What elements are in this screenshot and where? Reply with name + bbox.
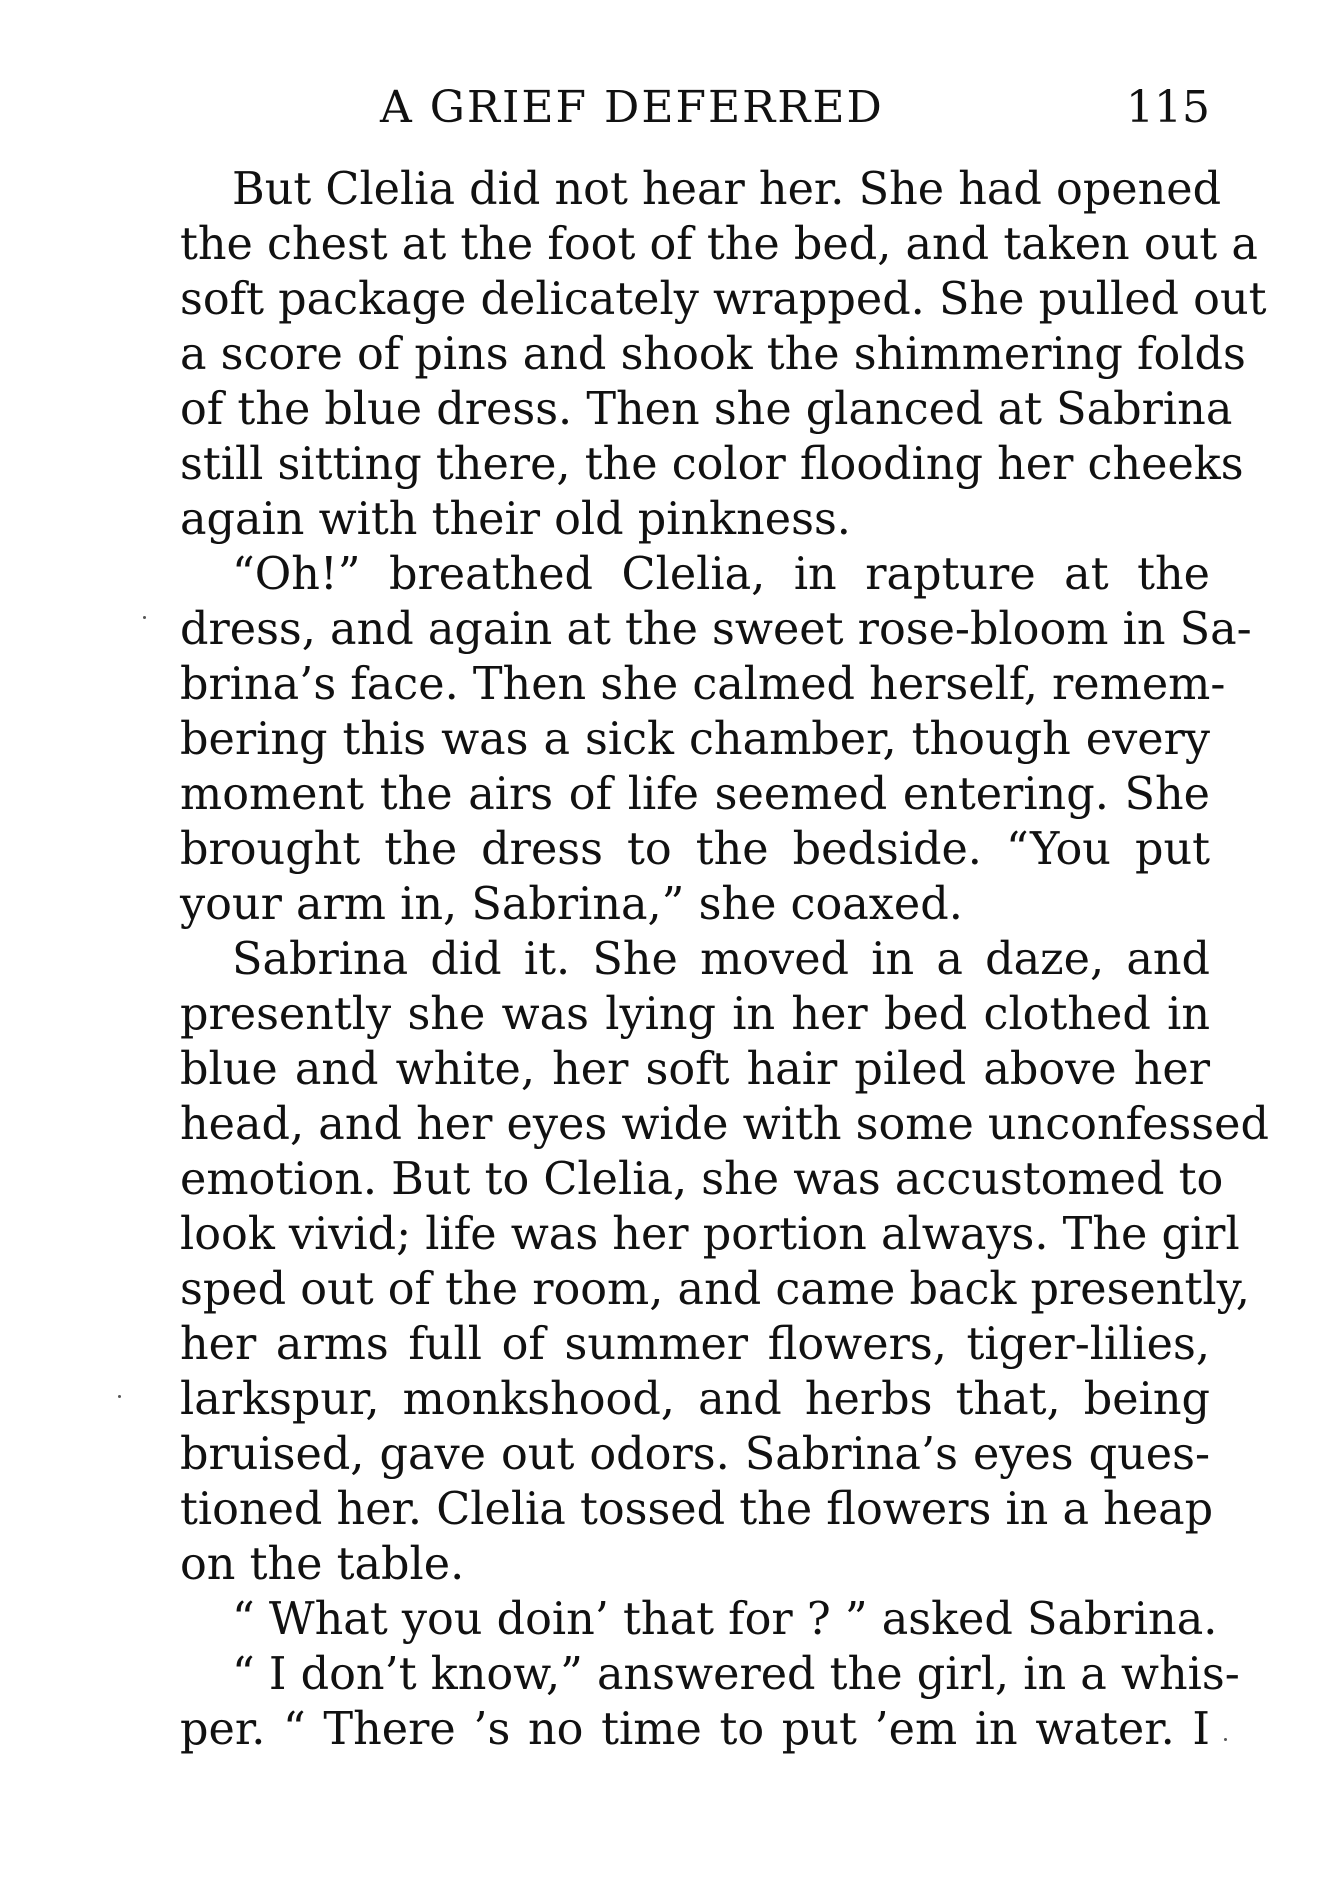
- text-line: dress, and again at the sweet rose-bloom in Sa-: [180, 604, 1252, 655]
- text-line: her arms full of summer flowers, tiger-lilies,: [180, 1319, 1210, 1370]
- text-line: again with their old pinkness.: [180, 494, 851, 545]
- body-text: [180, 162, 1269, 1757]
- text-line: soft package delicately wrapped. She pulled out: [180, 274, 1267, 325]
- text-line: brina’s face. Then she calmed herself, remem-: [180, 659, 1226, 710]
- text-line: head, and her eyes wide with some unconfessed: [180, 1099, 1269, 1150]
- text-line: your arm in, Sabrina,” she coaxed.: [180, 879, 963, 930]
- text-line: bruised, gave out odors. Sabrina’s eyes ques-: [180, 1429, 1210, 1480]
- text-line: “ What you doin’ that for ? ” asked Sabrina.: [232, 1594, 1218, 1645]
- print-speck: [118, 1395, 121, 1398]
- text-line: But Clelia did not hear her. She had opened: [232, 164, 1222, 215]
- text-line: bering this was a sick chamber, though every: [180, 714, 1210, 765]
- text-line: of the blue dress. Then she glanced at Sabrina: [180, 384, 1233, 435]
- page-number: 115: [1126, 82, 1210, 133]
- text-line: blue and white, her soft hair piled above her: [180, 1044, 1210, 1095]
- text-line: larkspur, monkshood, and herbs that, being: [180, 1374, 1210, 1425]
- text-line: per. “ There ’s no time to put ’em in water. I: [180, 1704, 1210, 1755]
- print-speck: [143, 616, 146, 619]
- text-line: “ I don’t know,” answered the girl, in a whis-: [232, 1649, 1240, 1700]
- text-line: Sabrina did it. She moved in a daze, and: [232, 934, 1210, 985]
- print-speck: [1224, 1738, 1227, 1741]
- text-line: look vivid; life was her portion always. The girl: [180, 1209, 1240, 1260]
- running-head: [180, 78, 1210, 138]
- text-line: a score of pins and shook the shimmering folds: [180, 329, 1246, 380]
- text-line: “Oh!” breathed Clelia, in rapture at the: [232, 549, 1210, 600]
- text-line: still sitting there, the color flooding her cheeks: [180, 439, 1244, 490]
- text-line: on the table.: [180, 1539, 465, 1590]
- text-line: emotion. But to Clelia, she was accustomed to: [180, 1154, 1224, 1205]
- text-line: moment the airs of life seemed entering. She: [180, 769, 1210, 820]
- text-line: presently she was lying in her bed clothed in: [180, 989, 1210, 1040]
- chapter-title: A GRIEF DEFERRED: [380, 82, 884, 133]
- text-line: the chest at the foot of the bed, and taken out a: [180, 219, 1258, 270]
- text-line: brought the dress to the bedside. “You put: [180, 824, 1210, 875]
- text-line: tioned her. Clelia tossed the flowers in a heap: [180, 1484, 1214, 1535]
- text-line: sped out of the room, and came back presently,: [180, 1264, 1250, 1315]
